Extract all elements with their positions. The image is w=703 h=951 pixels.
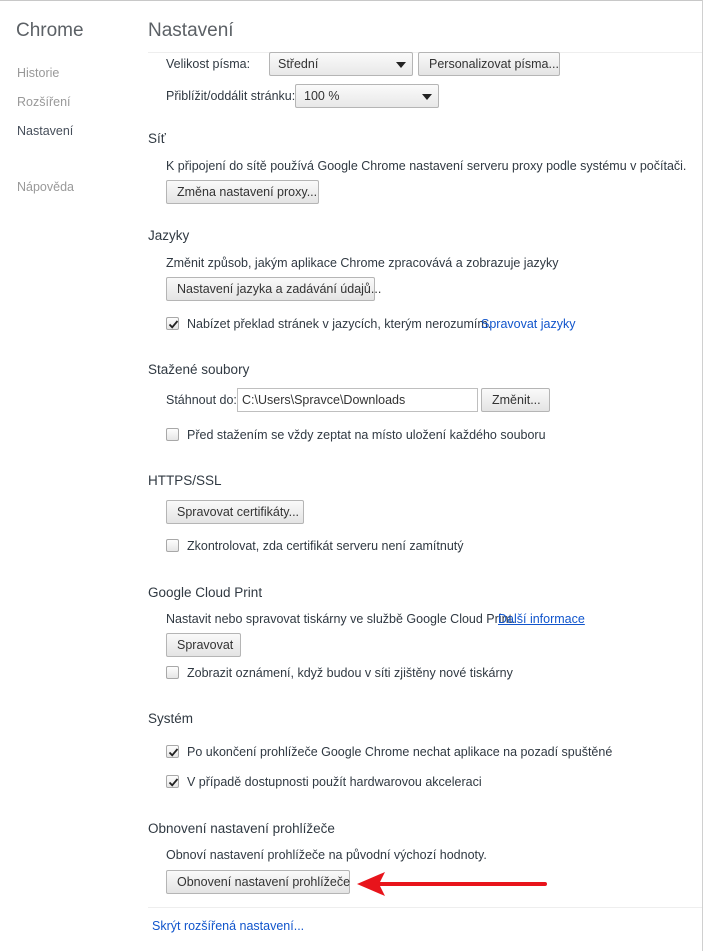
chevron-down-icon xyxy=(396,62,406,68)
chevron-down-icon xyxy=(422,94,432,100)
sidebar xyxy=(0,0,130,951)
hide-advanced-settings-link[interactable]: Skrýt rozšířená nastavení... xyxy=(152,919,305,933)
ask-download-location-checkbox[interactable] xyxy=(166,428,179,441)
zoom-select[interactable] xyxy=(295,84,439,108)
printer-notifications-label: Zobrazit oznámení, když budou v síti zjištěny nové tiskárny xyxy=(187,666,513,680)
manage-languages-link[interactable]: Spravovat jazyky xyxy=(481,317,576,331)
manage-certificates-button[interactable]: Spravovat certifikáty... xyxy=(166,500,304,524)
page-title: Nastavení xyxy=(148,20,234,41)
background-apps-checkbox[interactable] xyxy=(166,745,179,758)
zoom-label: Přiblížit/oddálit stránku: xyxy=(166,89,296,103)
proxy-settings-button[interactable]: Změna nastavení proxy... xyxy=(166,180,319,204)
font-size-select[interactable] xyxy=(269,52,413,76)
translate-checkbox[interactable] xyxy=(166,317,179,330)
cloud-print-learn-more-link[interactable]: Další informace xyxy=(498,612,585,626)
reset-description: Obnoví nastavení prohlížeče na původní výchozí hodnoty. xyxy=(166,848,487,862)
download-location-label: Stáhnout do: xyxy=(166,393,237,407)
network-description: K připojení do sítě používá Google Chrome nastavení serveru proxy podle systému v počítači. xyxy=(166,159,687,173)
language-settings-button[interactable]: Nastavení jazyka a zadávání údajů... xyxy=(166,277,375,301)
cloud-print-description: Nastavit nebo spravovat tiskárny ve službě Google Cloud Print. xyxy=(166,612,516,626)
customize-fonts-button[interactable]: Personalizovat písma... xyxy=(418,52,560,76)
cloud-print-manage-button[interactable]: Spravovat xyxy=(166,633,241,657)
change-download-location-button[interactable]: Změnit... xyxy=(481,388,550,412)
ask-download-location-label: Před stažením se vždy zeptat na místo uložení každého souboru xyxy=(187,428,546,442)
footer-divider xyxy=(148,907,702,908)
checkmark-icon xyxy=(167,776,180,789)
languages-section-title: Jazyky xyxy=(148,228,190,243)
hardware-acceleration-checkbox[interactable] xyxy=(166,775,179,788)
font-size-label: Velikost písma: xyxy=(166,57,251,71)
reset-browser-settings-button[interactable]: Obnovení nastavení prohlížeče xyxy=(166,870,350,894)
languages-description: Změnit způsob, jakým aplikace Chrome zpracovává a zobrazuje jazyky xyxy=(166,256,559,270)
font-size-value: Střední xyxy=(278,57,319,71)
reset-section-title: Obnovení nastavení prohlížeče xyxy=(148,821,335,836)
checkmark-icon xyxy=(167,746,180,759)
system-section-title: Systém xyxy=(148,711,194,726)
check-revocation-label: Zkontrolovat, zda certifikát serveru není zamítnutý xyxy=(187,539,464,553)
background-apps-label: Po ukončení prohlížeče Google Chrome nechat aplikace na pozadí spuštěné xyxy=(187,745,613,759)
https-section-title: HTTPS/SSL xyxy=(148,473,222,488)
sidebar-item-napoveda[interactable]: Nápověda xyxy=(17,180,74,194)
sidebar-item-rozsireni[interactable]: Rozšíření xyxy=(17,95,71,109)
sidebar-brand: Chrome xyxy=(16,20,84,41)
printer-notifications-checkbox[interactable] xyxy=(166,666,179,679)
translate-checkbox-label: Nabízet překlad stránek v jazycích, kterým nerozumím. xyxy=(187,317,492,331)
cloud-print-section-title: Google Cloud Print xyxy=(148,585,263,600)
left-arrow-icon xyxy=(352,868,552,900)
download-location-field[interactable]: C:\Users\Spravce\Downloads xyxy=(237,388,478,412)
downloads-section-title: Stažené soubory xyxy=(148,362,250,377)
hardware-acceleration-label: V případě dostupnosti použít hardwarovou akceleraci xyxy=(187,775,482,789)
network-section-title: Síť xyxy=(148,131,166,146)
sidebar-item-historie[interactable]: Historie xyxy=(17,66,60,80)
checkmark-icon xyxy=(167,318,180,331)
sidebar-item-nastaveni[interactable]: Nastavení xyxy=(17,124,74,138)
zoom-value: 100 % xyxy=(304,89,340,103)
check-revocation-checkbox[interactable] xyxy=(166,539,179,552)
